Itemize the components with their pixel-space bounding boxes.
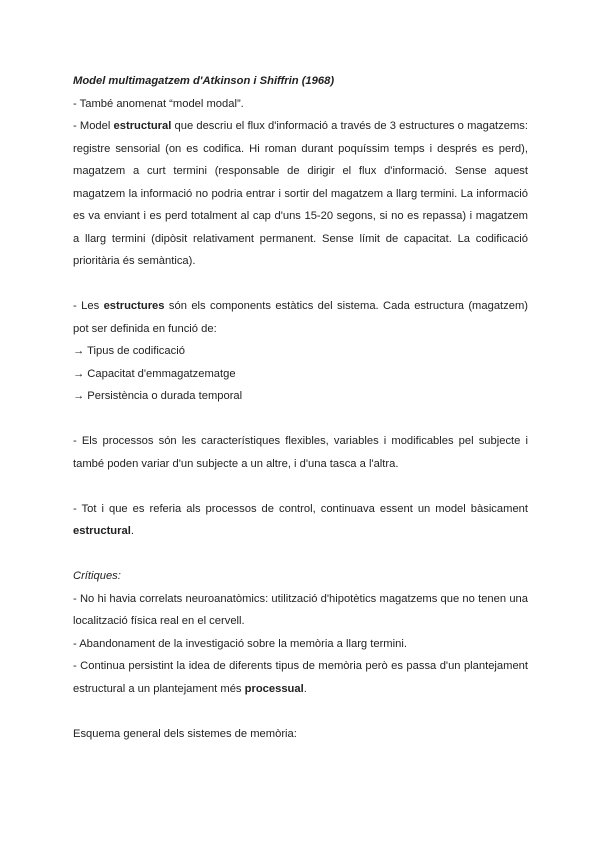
list-item-coding-type: → Tipus de codificació [73, 345, 185, 357]
paragraph-also-called: - També anomenat “model modal”. [73, 97, 244, 110]
critique-processual [73, 655, 528, 700]
list-item-persistence: → Persistència o durada temporal [73, 390, 243, 402]
memory-systems-heading: Esquema general dels sistemes de memòria: [73, 727, 297, 740]
paragraph-control-processes [73, 498, 528, 543]
document-content [73, 70, 528, 745]
document-title: Model multimagatzem d'Atkinson i Shiffrin (1968) [73, 75, 335, 87]
paragraph-prefix: - Model [73, 120, 114, 132]
paragraph-prefix: - Tot i que es referia als processos de control, continuava essent un model bàsicament [73, 502, 528, 515]
critiques-heading: Crítiques: [73, 570, 121, 582]
paragraph-processes: - Els processos són les característiques flexibles, variables i modificables pel subjecte i també poden variar d'un subjecte a un altre, i d'una tasca a l'altra. [73, 435, 528, 470]
critique-neuroanatomical: - No hi havia correlats neuroanatòmics: utilització d'hipotètics magatzems que no tenen una localització física real en el cervell. [73, 592, 528, 627]
paragraph-suffix: . [130, 525, 134, 537]
paragraph-structural-model [73, 115, 528, 273]
paragraph-suffix: . [303, 682, 307, 695]
blank-line [73, 543, 528, 566]
critique-long-term-memory: - Abandonament de la investigació sobre la memòria a llarg termini. [73, 637, 407, 650]
blank-line [73, 475, 528, 498]
paragraph-prefix: - Les [73, 300, 104, 312]
blank-line [73, 273, 528, 296]
paragraph-structures [73, 295, 528, 340]
bold-term-processual: processual [244, 682, 304, 695]
list-item-storage-capacity: → Capacitat d'emmagatzematge [73, 367, 236, 380]
paragraph-body: són els components estàtics del sistema. Cada estructura (magatzem) pot ser definida en funció de: [73, 300, 529, 335]
blank-line [73, 408, 528, 431]
bold-term-structures: estructures [103, 300, 165, 312]
blank-line [73, 700, 528, 723]
paragraph-body: que descriu el flux d'informació a través de 3 estructures o magatzems: registre sensorial (on es codifica. Hi roman durant poquíssim temps i després es perd), magatzem a curt termini (responsable de dirigir el flux d'informació. Sense aquest magatzem la informació no podria entrar i sortir del magatzem a llarg termini. La informació es va enviant i es perd totalment al cap d'uns 15-20 segons, si no es repassa) i magatzem a llarg termini (dipòsit relativament permanent. Sense límit de capacitat. La codificació prioritària és semàntica). [73, 120, 528, 267]
bold-term-structural: estructural [113, 120, 172, 132]
bold-term-structural: estructural [73, 525, 131, 537]
paragraph-prefix: - Continua persistint la idea de diferents tipus de memòria però es passa d'un plantejament estructural a un plantejament més [73, 660, 528, 695]
